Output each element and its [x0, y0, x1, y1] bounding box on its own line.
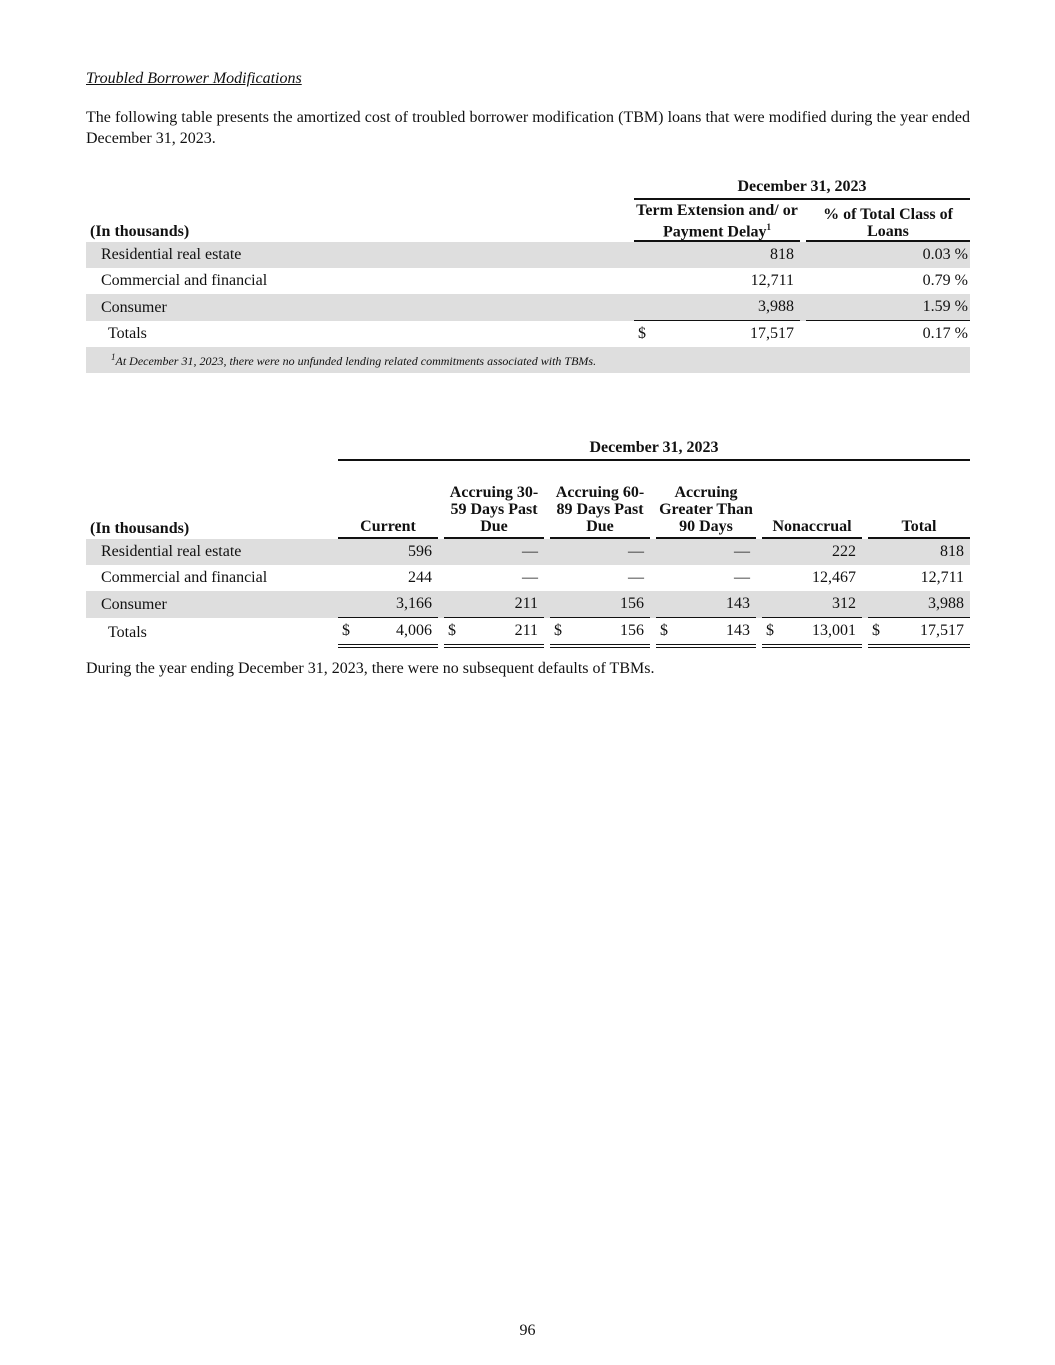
table-row: Consumer 3,166 211 156 143 312 3,988	[86, 591, 970, 618]
table-row: Commercial and financial 12,711 0.79 %	[101, 272, 968, 289]
totals-row: Totals $ 4,006 $ 211 $ 156 $ 143 $ 13,001 $ 17,517	[86, 618, 970, 648]
row-label-header: (In thousands)	[90, 520, 190, 537]
col-current-header: Current	[338, 461, 438, 539]
section-title: Troubled Borrower Modifications	[86, 70, 302, 87]
totals-row: Totals $ 17,517 0.17 %	[108, 325, 968, 342]
closing-paragraph: During the year ending December 31, 2023, there were no subsequent defaults of TBMs.	[86, 660, 655, 677]
tbm-aging-table	[86, 433, 970, 648]
footnote-marker: 1	[766, 221, 772, 232]
intro-paragraph: The following table presents the amortized cost of troubled borrower modification (TBM) loans that were modified during the year ended December 31, 2023.	[86, 109, 970, 147]
col-nonaccrual-header: Nonaccrual	[762, 461, 862, 539]
table-row: Commercial and financial 244 — — — 12,467 12,711	[101, 569, 964, 586]
table-footnote: $^1$At December 31, 2023, there were no unfunded lending related commitments associated with TBMs.	[86, 347, 970, 373]
col-total-header: Total	[868, 461, 970, 539]
table-row: Consumer 3,988 1.59 %	[86, 294, 970, 321]
table-row: Residential real estate 818 0.03 %	[86, 242, 970, 268]
col-30-59-header: Accruing 30-59 Days Past Due	[444, 461, 544, 539]
period-header: December 31, 2023	[338, 433, 970, 461]
period-header: December 31, 2023	[634, 172, 970, 200]
pct-total-header: % of Total Class of Loans	[806, 200, 970, 242]
col-60-89-header: Accruing 60-89 Days Past Due	[550, 461, 650, 539]
term-extension-header: Term Extension and/ or Payment Delay$^1$	[634, 200, 800, 242]
page-number: 96	[519, 1322, 536, 1339]
tbm-amortized-cost-table	[86, 172, 970, 373]
row-label-header: (In thousands)	[90, 223, 190, 240]
col-90-plus-header: Accruing Greater Than 90 Days	[656, 461, 756, 539]
table-row: Residential real estate 596 — — — 222 818	[86, 539, 970, 565]
